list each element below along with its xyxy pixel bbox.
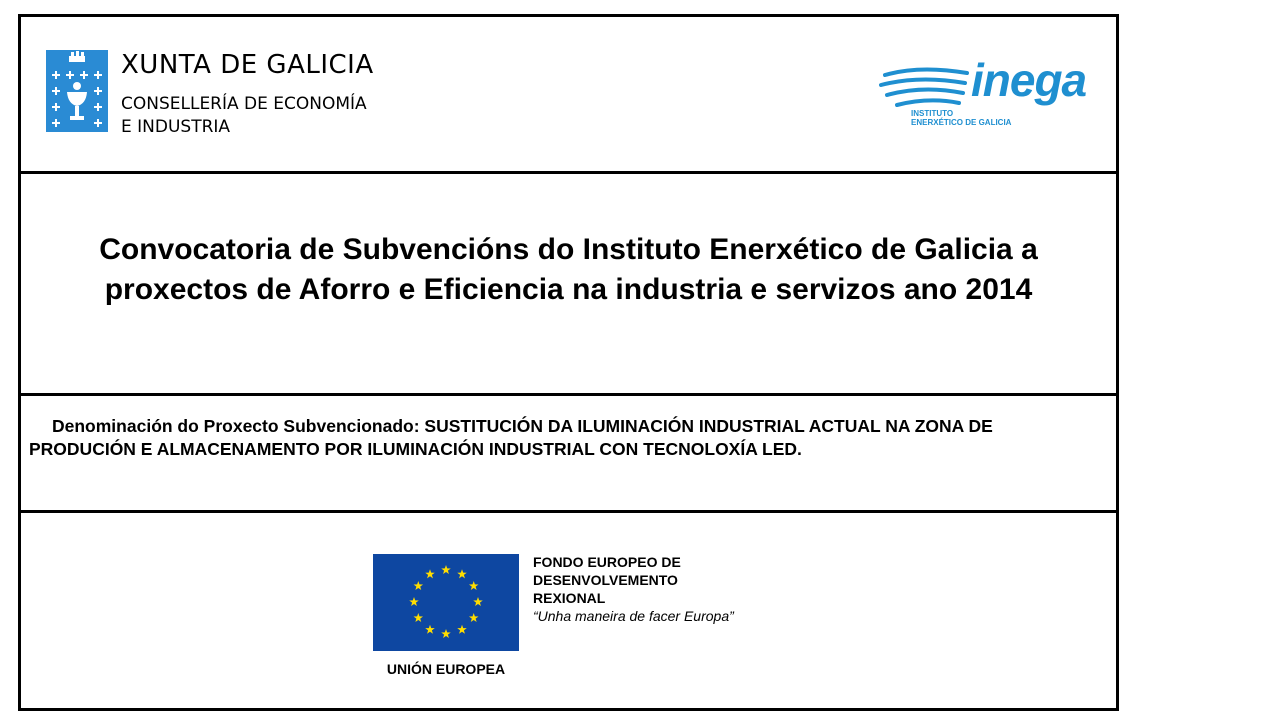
- inega-subtitle-line-2: ENERXÉTICO DE GALICIA: [911, 118, 1012, 127]
- eu-star-icon: [473, 597, 483, 606]
- page-title: [21, 230, 1116, 310]
- eu-star-icon: [441, 629, 451, 638]
- project-row: [21, 396, 1116, 513]
- eu-star-icon: [409, 597, 419, 606]
- logo-row: [21, 17, 1116, 174]
- xunta-logo: [46, 50, 396, 138]
- eu-label: UNIÓN EUROPEA: [386, 661, 506, 677]
- title-line-1: Convocatoria de Subvencións do Instituto Enerxético de Galicia a: [99, 233, 1038, 266]
- eu-star-icon: [469, 613, 479, 622]
- project-description: Denominación do Proxecto Subvencionado: SUSTITUCIÓN DA ILUMINACIÓN INDUSTRIAL ACTUAL NA ZONA DE PRODUCIÓN E ALMACENAMENTO POR ILUMINACIÓN INDUSTRIAL CON TECNOLOXÍA LED.: [29, 416, 993, 459]
- fund-line-1: FONDO EUROPEO DE: [533, 554, 681, 570]
- fund-name: [533, 553, 734, 625]
- eu-funding-row: [21, 513, 1116, 708]
- eu-star-icon: [425, 625, 435, 634]
- eu-star-icon: [414, 581, 424, 590]
- eu-star-icon: [441, 565, 451, 574]
- inega-subtitle: [911, 109, 1011, 127]
- poster-sheet: [18, 14, 1119, 711]
- title-line-2: proxectos de Aforro e Eficiencia na industria e servizos ano 2014: [104, 273, 1033, 306]
- eu-star-icon: [457, 625, 467, 634]
- ministry-name: [121, 93, 367, 139]
- eu-star-icon: [469, 581, 479, 590]
- galicia-coat-of-arms-icon: [46, 50, 108, 132]
- eu-star-icon: [425, 569, 435, 578]
- ministry-line-1: CONSELLERÍA DE ECONOMÍA: [121, 94, 367, 114]
- title-row: [21, 174, 1116, 396]
- fund-line-2: DESENVOLVEMENTO: [533, 572, 678, 588]
- fund-line-3: REXIONAL: [533, 590, 606, 606]
- eu-star-icon: [457, 569, 467, 578]
- xunta-name: XUNTA DE GALICIA: [121, 50, 374, 80]
- inega-logo: [879, 54, 1089, 133]
- eu-flag-icon: [373, 554, 519, 651]
- inega-subtitle-line-1: INSTITUTO: [911, 109, 954, 118]
- fund-motto: “Unha maneira de facer Europa”: [533, 608, 734, 624]
- inega-wordmark: inega: [971, 54, 1087, 106]
- ministry-line-2: E INDUSTRIA: [121, 117, 231, 137]
- eu-star-icon: [414, 613, 424, 622]
- inega-waves-icon: [879, 67, 974, 115]
